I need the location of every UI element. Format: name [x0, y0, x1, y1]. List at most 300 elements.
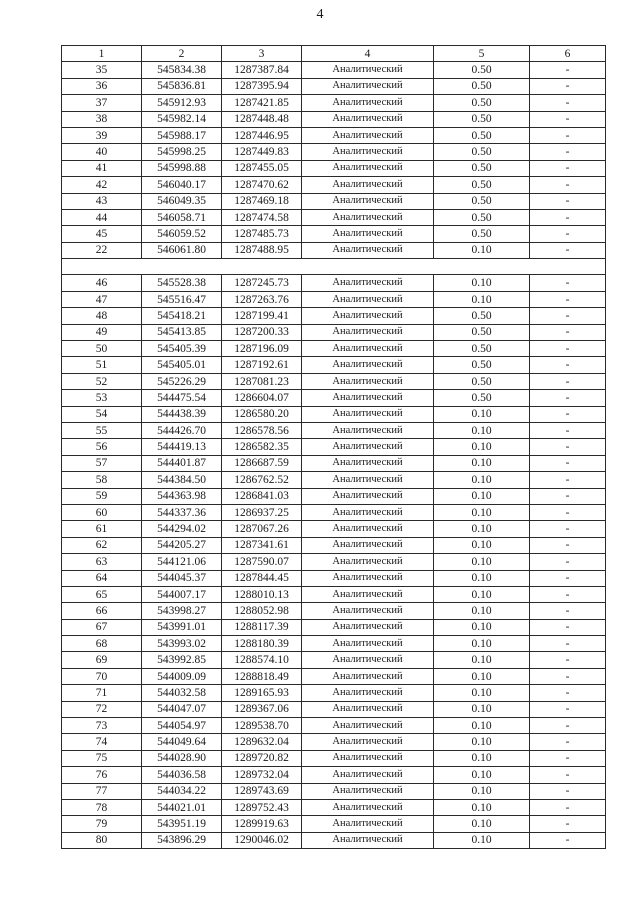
- x-coordinate-cell: 544049.64: [142, 734, 222, 750]
- x-coordinate-cell: 546061.80: [142, 242, 222, 258]
- x-coordinate-cell: 544475.54: [142, 390, 222, 406]
- table-row: [62, 209, 606, 225]
- table-row: [62, 767, 606, 783]
- method-cell: Аналитический: [302, 521, 434, 537]
- accuracy-cell: 0.10: [434, 242, 530, 258]
- x-coordinate-cell: 545226.29: [142, 373, 222, 389]
- y-coordinate-cell: 1289743.69: [222, 783, 302, 799]
- method-cell: Аналитический: [302, 242, 434, 258]
- method-cell: Аналитический: [302, 570, 434, 586]
- y-coordinate-cell: 1287081.23: [222, 373, 302, 389]
- table-row: [62, 95, 606, 111]
- point-number-cell: 63: [62, 554, 142, 570]
- y-coordinate-cell: 1287448.48: [222, 111, 302, 127]
- point-number-cell: 39: [62, 127, 142, 143]
- accuracy-cell: 0.10: [434, 472, 530, 488]
- point-number-cell: 77: [62, 783, 142, 799]
- point-number-cell: 51: [62, 357, 142, 373]
- x-coordinate-cell: 543896.29: [142, 832, 222, 848]
- accuracy-cell: 0.50: [434, 193, 530, 209]
- accuracy-cell: 0.10: [434, 488, 530, 504]
- point-number-cell: 44: [62, 209, 142, 225]
- x-coordinate-cell: 544438.39: [142, 406, 222, 422]
- point-number-cell: 22: [62, 242, 142, 258]
- x-coordinate-cell: 544426.70: [142, 422, 222, 438]
- accuracy-cell: 0.50: [434, 95, 530, 111]
- method-cell: Аналитический: [302, 668, 434, 684]
- x-coordinate-cell: 544419.13: [142, 439, 222, 455]
- method-cell: Аналитический: [302, 308, 434, 324]
- x-coordinate-cell: 545405.39: [142, 341, 222, 357]
- separator-row: [62, 259, 606, 275]
- y-coordinate-cell: 1287470.62: [222, 177, 302, 193]
- point-number-cell: 67: [62, 619, 142, 635]
- note-cell: -: [530, 783, 606, 799]
- note-cell: -: [530, 472, 606, 488]
- point-number-cell: 38: [62, 111, 142, 127]
- method-cell: Аналитический: [302, 701, 434, 717]
- note-cell: -: [530, 455, 606, 471]
- table-row: [62, 750, 606, 766]
- method-cell: Аналитический: [302, 767, 434, 783]
- x-coordinate-cell: 543993.02: [142, 636, 222, 652]
- note-cell: -: [530, 341, 606, 357]
- y-coordinate-cell: 1287263.76: [222, 291, 302, 307]
- y-coordinate-cell: 1286604.07: [222, 390, 302, 406]
- y-coordinate-cell: 1287395.94: [222, 78, 302, 94]
- note-cell: -: [530, 111, 606, 127]
- table-row: [62, 504, 606, 520]
- accuracy-cell: 0.50: [434, 111, 530, 127]
- point-number-cell: 55: [62, 422, 142, 438]
- accuracy-cell: 0.50: [434, 341, 530, 357]
- point-number-cell: 37: [62, 95, 142, 111]
- y-coordinate-cell: 1287421.85: [222, 95, 302, 111]
- accuracy-cell: 0.10: [434, 750, 530, 766]
- method-cell: Аналитический: [302, 78, 434, 94]
- accuracy-cell: 0.50: [434, 357, 530, 373]
- table-row: [62, 455, 606, 471]
- x-coordinate-cell: 544337.36: [142, 504, 222, 520]
- point-number-cell: 48: [62, 308, 142, 324]
- table-row: [62, 734, 606, 750]
- accuracy-cell: 0.10: [434, 504, 530, 520]
- table-row: [62, 570, 606, 586]
- point-number-cell: 68: [62, 636, 142, 652]
- accuracy-cell: 0.10: [434, 636, 530, 652]
- point-number-cell: 59: [62, 488, 142, 504]
- point-number-cell: 69: [62, 652, 142, 668]
- accuracy-cell: 0.10: [434, 799, 530, 815]
- x-coordinate-cell: 545418.21: [142, 308, 222, 324]
- table-row: [62, 144, 606, 160]
- y-coordinate-cell: 1287446.95: [222, 127, 302, 143]
- accuracy-cell: 0.10: [434, 521, 530, 537]
- accuracy-cell: 0.50: [434, 127, 530, 143]
- note-cell: -: [530, 734, 606, 750]
- y-coordinate-cell: 1288180.39: [222, 636, 302, 652]
- point-number-cell: 57: [62, 455, 142, 471]
- note-cell: -: [530, 816, 606, 832]
- y-coordinate-cell: 1289720.82: [222, 750, 302, 766]
- x-coordinate-cell: 544294.02: [142, 521, 222, 537]
- accuracy-cell: 0.10: [434, 734, 530, 750]
- note-cell: -: [530, 701, 606, 717]
- y-coordinate-cell: 1287196.09: [222, 341, 302, 357]
- x-coordinate-cell: 544054.97: [142, 718, 222, 734]
- y-coordinate-cell: 1289752.43: [222, 799, 302, 815]
- method-cell: Аналитический: [302, 603, 434, 619]
- accuracy-cell: 0.50: [434, 209, 530, 225]
- method-cell: Аналитический: [302, 177, 434, 193]
- accuracy-cell: 0.50: [434, 308, 530, 324]
- note-cell: -: [530, 570, 606, 586]
- x-coordinate-cell: 545516.47: [142, 291, 222, 307]
- y-coordinate-cell: 1287200.33: [222, 324, 302, 340]
- method-cell: Аналитический: [302, 160, 434, 176]
- y-coordinate-cell: 1288574.10: [222, 652, 302, 668]
- accuracy-cell: 0.10: [434, 816, 530, 832]
- page-number: 4: [316, 7, 324, 22]
- accuracy-cell: 0.10: [434, 422, 530, 438]
- x-coordinate-cell: 544007.17: [142, 586, 222, 602]
- method-cell: Аналитический: [302, 488, 434, 504]
- accuracy-cell: 0.10: [434, 291, 530, 307]
- method-cell: Аналитический: [302, 734, 434, 750]
- y-coordinate-cell: 1287590.07: [222, 554, 302, 570]
- column-header: 4: [302, 46, 434, 62]
- accuracy-cell: 0.10: [434, 275, 530, 291]
- accuracy-cell: 0.50: [434, 390, 530, 406]
- x-coordinate-cell: 546049.35: [142, 193, 222, 209]
- method-cell: Аналитический: [302, 816, 434, 832]
- method-cell: Аналитический: [302, 390, 434, 406]
- method-cell: Аналитический: [302, 406, 434, 422]
- y-coordinate-cell: 1289165.93: [222, 685, 302, 701]
- accuracy-cell: 0.50: [434, 160, 530, 176]
- note-cell: -: [530, 636, 606, 652]
- note-cell: -: [530, 586, 606, 602]
- accuracy-cell: 0.10: [434, 586, 530, 602]
- x-coordinate-cell: 544121.06: [142, 554, 222, 570]
- table-row: [62, 472, 606, 488]
- note-cell: -: [530, 78, 606, 94]
- method-cell: Аналитический: [302, 537, 434, 553]
- point-number-cell: 78: [62, 799, 142, 815]
- table-row: [62, 554, 606, 570]
- table-row: [62, 111, 606, 127]
- note-cell: -: [530, 324, 606, 340]
- note-cell: -: [530, 685, 606, 701]
- accuracy-cell: 0.10: [434, 701, 530, 717]
- point-number-cell: 41: [62, 160, 142, 176]
- y-coordinate-cell: 1286841.03: [222, 488, 302, 504]
- y-coordinate-cell: 1287067.26: [222, 521, 302, 537]
- table-row: [62, 439, 606, 455]
- point-number-cell: 64: [62, 570, 142, 586]
- table-row: [62, 308, 606, 324]
- column-header: 3: [222, 46, 302, 62]
- note-cell: -: [530, 209, 606, 225]
- table-row: [62, 537, 606, 553]
- point-number-cell: 79: [62, 816, 142, 832]
- y-coordinate-cell: 1286580.20: [222, 406, 302, 422]
- table-row: [62, 521, 606, 537]
- x-coordinate-cell: 544363.98: [142, 488, 222, 504]
- point-number-cell: 71: [62, 685, 142, 701]
- accuracy-cell: 0.50: [434, 78, 530, 94]
- method-cell: Аналитический: [302, 799, 434, 815]
- note-cell: -: [530, 422, 606, 438]
- x-coordinate-cell: 544036.58: [142, 767, 222, 783]
- x-coordinate-cell: 545912.93: [142, 95, 222, 111]
- column-header: 2: [142, 46, 222, 62]
- point-number-cell: 52: [62, 373, 142, 389]
- table-row: [62, 668, 606, 684]
- coordinates-table: [61, 45, 606, 849]
- method-cell: Аналитический: [302, 127, 434, 143]
- accuracy-cell: 0.10: [434, 619, 530, 635]
- note-cell: -: [530, 668, 606, 684]
- table-row: [62, 291, 606, 307]
- y-coordinate-cell: 1287488.95: [222, 242, 302, 258]
- y-coordinate-cell: 1287474.58: [222, 209, 302, 225]
- accuracy-cell: 0.10: [434, 455, 530, 471]
- note-cell: -: [530, 193, 606, 209]
- table-row: [62, 636, 606, 652]
- table-body: [62, 46, 606, 849]
- method-cell: Аналитический: [302, 291, 434, 307]
- table-row: [62, 177, 606, 193]
- method-cell: Аналитический: [302, 95, 434, 111]
- note-cell: -: [530, 127, 606, 143]
- method-cell: Аналитический: [302, 750, 434, 766]
- x-coordinate-cell: 544034.22: [142, 783, 222, 799]
- x-coordinate-cell: 545982.14: [142, 111, 222, 127]
- x-coordinate-cell: 544205.27: [142, 537, 222, 553]
- method-cell: Аналитический: [302, 62, 434, 78]
- method-cell: Аналитический: [302, 455, 434, 471]
- note-cell: -: [530, 718, 606, 734]
- table-row: [62, 832, 606, 848]
- y-coordinate-cell: 1287387.84: [222, 62, 302, 78]
- accuracy-cell: 0.10: [434, 652, 530, 668]
- y-coordinate-cell: 1288117.39: [222, 619, 302, 635]
- method-cell: Аналитический: [302, 586, 434, 602]
- point-number-cell: 62: [62, 537, 142, 553]
- x-coordinate-cell: 545528.38: [142, 275, 222, 291]
- table-row: [62, 799, 606, 815]
- point-number-cell: 60: [62, 504, 142, 520]
- y-coordinate-cell: 1287455.05: [222, 160, 302, 176]
- note-cell: -: [530, 504, 606, 520]
- note-cell: -: [530, 799, 606, 815]
- method-cell: Аналитический: [302, 636, 434, 652]
- y-coordinate-cell: 1286582.35: [222, 439, 302, 455]
- table-row: [62, 718, 606, 734]
- y-coordinate-cell: 1287199.41: [222, 308, 302, 324]
- point-number-cell: 50: [62, 341, 142, 357]
- note-cell: -: [530, 160, 606, 176]
- point-number-cell: 80: [62, 832, 142, 848]
- y-coordinate-cell: 1287844.45: [222, 570, 302, 586]
- note-cell: -: [530, 521, 606, 537]
- note-cell: -: [530, 767, 606, 783]
- accuracy-cell: 0.10: [434, 685, 530, 701]
- method-cell: Аналитический: [302, 275, 434, 291]
- point-number-cell: 49: [62, 324, 142, 340]
- y-coordinate-cell: 1289538.70: [222, 718, 302, 734]
- x-coordinate-cell: 544021.01: [142, 799, 222, 815]
- note-cell: -: [530, 177, 606, 193]
- table-row: [62, 816, 606, 832]
- table-row: [62, 373, 606, 389]
- table-row: [62, 62, 606, 78]
- table-row: [62, 603, 606, 619]
- table-row: [62, 406, 606, 422]
- y-coordinate-cell: 1289732.04: [222, 767, 302, 783]
- y-coordinate-cell: 1288818.49: [222, 668, 302, 684]
- x-coordinate-cell: 545988.17: [142, 127, 222, 143]
- table-header-row: [62, 46, 606, 62]
- y-coordinate-cell: 1290046.02: [222, 832, 302, 848]
- method-cell: Аналитический: [302, 832, 434, 848]
- point-number-cell: 58: [62, 472, 142, 488]
- method-cell: Аналитический: [302, 193, 434, 209]
- table-row: [62, 357, 606, 373]
- method-cell: Аналитический: [302, 439, 434, 455]
- point-number-cell: 76: [62, 767, 142, 783]
- y-coordinate-cell: 1286762.52: [222, 472, 302, 488]
- point-number-cell: 42: [62, 177, 142, 193]
- accuracy-cell: 0.10: [434, 668, 530, 684]
- method-cell: Аналитический: [302, 718, 434, 734]
- column-header: 1: [62, 46, 142, 62]
- x-coordinate-cell: 544384.50: [142, 472, 222, 488]
- accuracy-cell: 0.50: [434, 62, 530, 78]
- y-coordinate-cell: 1287192.61: [222, 357, 302, 373]
- y-coordinate-cell: 1286687.59: [222, 455, 302, 471]
- accuracy-cell: 0.10: [434, 554, 530, 570]
- note-cell: -: [530, 406, 606, 422]
- note-cell: -: [530, 275, 606, 291]
- method-cell: Аналитический: [302, 783, 434, 799]
- note-cell: -: [530, 144, 606, 160]
- column-header: 6: [530, 46, 606, 62]
- x-coordinate-cell: 545413.85: [142, 324, 222, 340]
- method-cell: Аналитический: [302, 554, 434, 570]
- y-coordinate-cell: 1288010.13: [222, 586, 302, 602]
- note-cell: -: [530, 62, 606, 78]
- accuracy-cell: 0.50: [434, 177, 530, 193]
- method-cell: Аналитический: [302, 472, 434, 488]
- note-cell: -: [530, 619, 606, 635]
- table-row: [62, 226, 606, 242]
- table-row: [62, 341, 606, 357]
- accuracy-cell: 0.10: [434, 406, 530, 422]
- accuracy-cell: 0.50: [434, 373, 530, 389]
- point-number-cell: 73: [62, 718, 142, 734]
- note-cell: -: [530, 291, 606, 307]
- accuracy-cell: 0.10: [434, 537, 530, 553]
- method-cell: Аналитический: [302, 619, 434, 635]
- note-cell: -: [530, 439, 606, 455]
- table-row: [62, 390, 606, 406]
- method-cell: Аналитический: [302, 324, 434, 340]
- x-coordinate-cell: 545998.25: [142, 144, 222, 160]
- accuracy-cell: 0.50: [434, 226, 530, 242]
- point-number-cell: 72: [62, 701, 142, 717]
- point-number-cell: 61: [62, 521, 142, 537]
- x-coordinate-cell: 543991.01: [142, 619, 222, 635]
- method-cell: Аналитический: [302, 144, 434, 160]
- table-row: [62, 242, 606, 258]
- note-cell: -: [530, 390, 606, 406]
- accuracy-cell: 0.50: [434, 324, 530, 340]
- x-coordinate-cell: 543992.85: [142, 652, 222, 668]
- table-row: [62, 783, 606, 799]
- table-row: [62, 652, 606, 668]
- x-coordinate-cell: 544401.87: [142, 455, 222, 471]
- y-coordinate-cell: 1289367.06: [222, 701, 302, 717]
- y-coordinate-cell: 1287469.18: [222, 193, 302, 209]
- x-coordinate-cell: 545405.01: [142, 357, 222, 373]
- method-cell: Аналитический: [302, 341, 434, 357]
- table-row: [62, 586, 606, 602]
- y-coordinate-cell: 1286578.56: [222, 422, 302, 438]
- x-coordinate-cell: 544009.09: [142, 668, 222, 684]
- point-number-cell: 66: [62, 603, 142, 619]
- y-coordinate-cell: 1289919.63: [222, 816, 302, 832]
- method-cell: Аналитический: [302, 685, 434, 701]
- x-coordinate-cell: 546058.71: [142, 209, 222, 225]
- table-row: [62, 619, 606, 635]
- note-cell: -: [530, 357, 606, 373]
- x-coordinate-cell: 544028.90: [142, 750, 222, 766]
- table-row: [62, 685, 606, 701]
- note-cell: -: [530, 308, 606, 324]
- y-coordinate-cell: 1289632.04: [222, 734, 302, 750]
- column-header: 5: [434, 46, 530, 62]
- x-coordinate-cell: 546059.52: [142, 226, 222, 242]
- y-coordinate-cell: 1287449.83: [222, 144, 302, 160]
- x-coordinate-cell: 544045.37: [142, 570, 222, 586]
- point-number-cell: 56: [62, 439, 142, 455]
- point-number-cell: 45: [62, 226, 142, 242]
- table-row: [62, 275, 606, 291]
- x-coordinate-cell: 545836.81: [142, 78, 222, 94]
- point-number-cell: 40: [62, 144, 142, 160]
- note-cell: -: [530, 554, 606, 570]
- table-row: [62, 160, 606, 176]
- note-cell: -: [530, 652, 606, 668]
- point-number-cell: 35: [62, 62, 142, 78]
- table-row: [62, 127, 606, 143]
- table-row: [62, 193, 606, 209]
- y-coordinate-cell: 1287341.61: [222, 537, 302, 553]
- y-coordinate-cell: 1287245.73: [222, 275, 302, 291]
- note-cell: -: [530, 537, 606, 553]
- point-number-cell: 65: [62, 586, 142, 602]
- accuracy-cell: 0.10: [434, 603, 530, 619]
- method-cell: Аналитический: [302, 373, 434, 389]
- note-cell: -: [530, 603, 606, 619]
- table-row: [62, 701, 606, 717]
- x-coordinate-cell: 544047.07: [142, 701, 222, 717]
- point-number-cell: 46: [62, 275, 142, 291]
- table-row: [62, 488, 606, 504]
- x-coordinate-cell: 544032.58: [142, 685, 222, 701]
